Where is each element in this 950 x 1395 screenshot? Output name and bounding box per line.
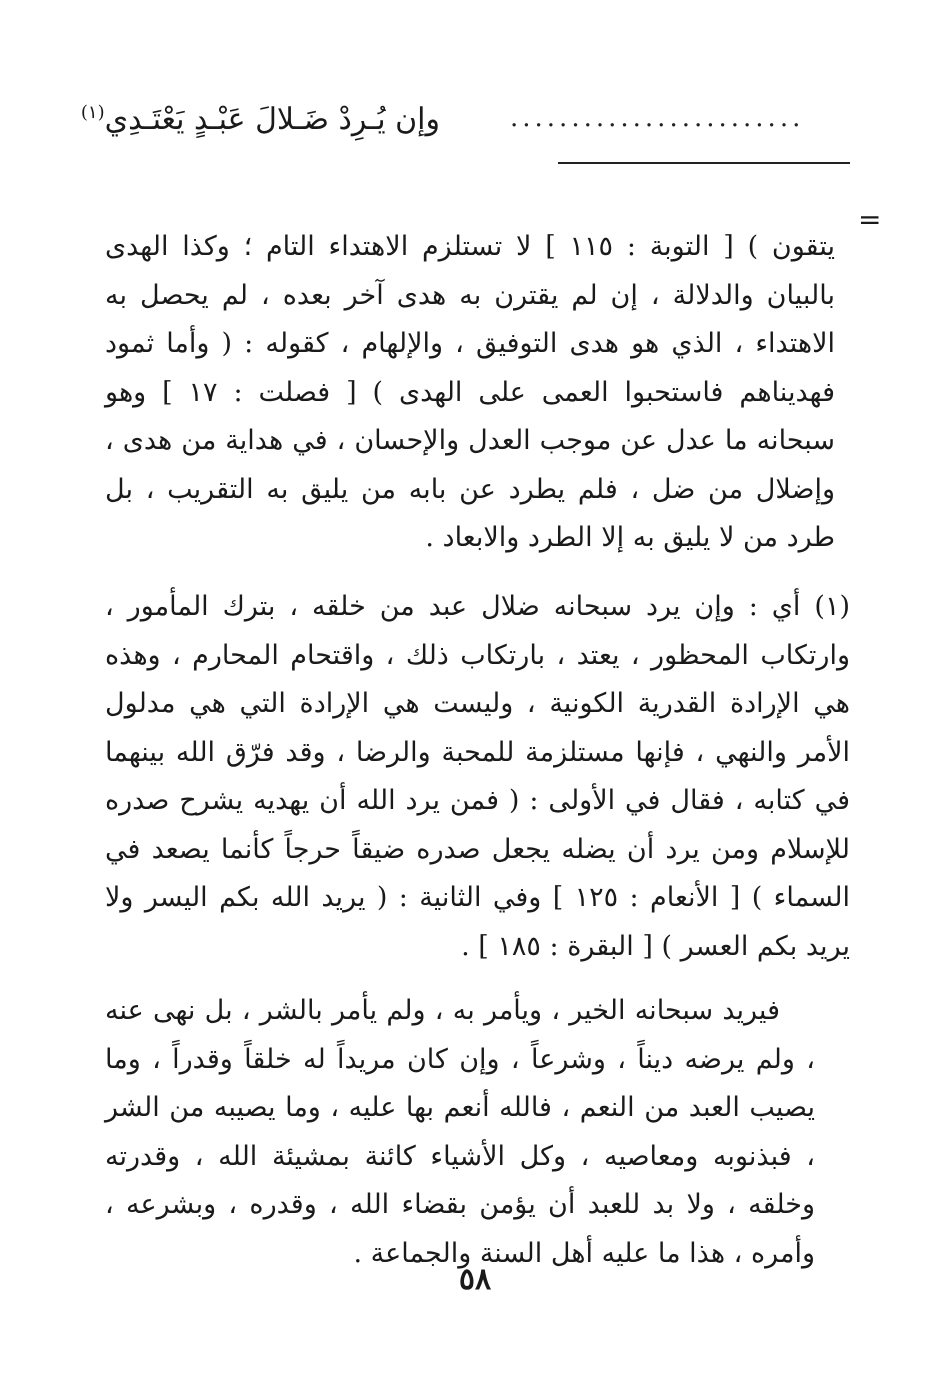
page-number: ٥٨ — [458, 1262, 492, 1297]
footnote-marker: (١) — [814, 591, 850, 622]
separator-rule — [558, 162, 850, 164]
body-paragraph — [105, 987, 815, 1278]
body-paragraph-continued: يتقون ) [ التوبة : ١١٥ ] لا تستلزم الاهتداء التام ؛ وكذا الهدى بالبيان والدلالة ، إن لم يقترن به هدى آخر بعده ، لم يحصل به الاهتداء ، الذي هو هدى التوفيق ، والإلهام ، كقوله : ( وأما ثمود فهديناهم فاستحبوا العمى على الهدى ) [ فصلت : ١٧ ] وهو سبحانه ما عدل عن موجب العدل والإحسان ، في هداية من هدى ، وإضلال من ضل ، فلم يطرد عن بابه من يليق به التقريب ، بل طرد من لا يليق به إلا الطرد والابعاد . — [105, 231, 835, 553]
verse-text: وإن يُـرِدْ ضَـلالَ عَبْـدٍ يَعْتَـدِي — [104, 102, 440, 137]
continuation-mark: = — [858, 203, 882, 236]
verse-footnote-marker: (١) — [80, 102, 105, 123]
verse-line — [80, 95, 440, 145]
footnote-text: أي : وإن يرد سبحانه ضلال عبد من خلقه ، بترك المأمور ، وارتكاب المحظور ، يعتد ، بارتكاب ذلك ، واقتحام المحارم ، وهذه هي الإرادة القدرية الكونية ، وليست هي الإرادة التي هي مدلول الأمر والنهي ، فإنها مستلزمة للمحبة والرضا ، وقد فرّق الله بينهما في كتابه ، فقال في الأولى : ( فمن يرد الله أن يهديه يشرح صدره للإسلام ومن يرد أن يضله يجعل صدره ضيقاً حرجاً كأنما يصعد في السماء ) [ الأنعام : ١٢٥ ] وفي الثانية : ( يريد الله بكم اليسر ولا يريد بكم العسر ) [ البقرة : ١٨٥ ] . — [105, 591, 850, 962]
verse-dots: ........................ — [510, 103, 805, 133]
footnote — [105, 583, 850, 971]
body-paragraph-text: فيريد سبحانه الخير ، ويأمر به ، ولم يأمر بالشر ، بل نهى عنه ، ولم يرضه ديناً ، وشرعاً ، وإن كان مريداً له خلقاً وقدراً ، وما يصيب العبد من النعم ، فالله أنعم بها عليه ، وما يصيبه من الشر ، فبذنوبه ومعاصيه ، وكل الأشياء كائنة بمشيئة الله ، وقدرته وخلقه ، ولا بد للعبد أن يؤمن بقضاء الله ، وقدره ، وبشرعه ، وأمره ، هذا ما عليه أهل السنة والجماعة . — [105, 995, 815, 1269]
verse-header — [80, 95, 850, 155]
